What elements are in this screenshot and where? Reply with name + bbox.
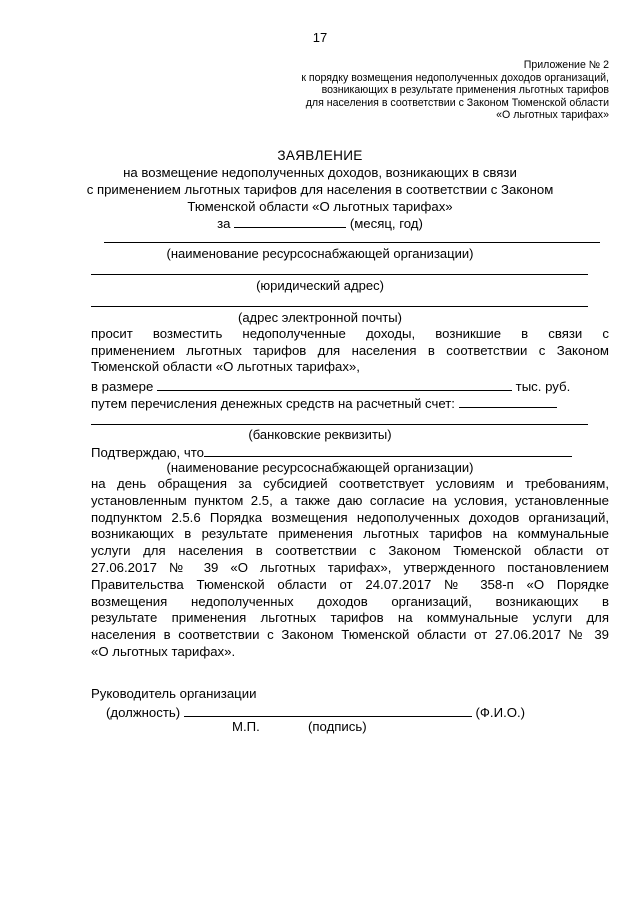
transfer-text: путем перечисления денежных средств на расчетный счет: [91, 396, 455, 411]
confirm-text-line: «О льготных тарифах». [91, 643, 236, 659]
period-suffix: (месяц, год) [349, 216, 423, 231]
confirm-text-line: результате применения льготных тарифов на коммунальные услуги для [91, 610, 609, 626]
transfer-line [91, 394, 557, 411]
heading-line: Тюменской области «О льготных тарифах» [187, 199, 453, 214]
appendix-line: Приложение № 2 [523, 59, 609, 71]
appendix-line: «О льготных тарифах» [496, 109, 609, 121]
confirm-text-line: подпунктом 2.5.6 Порядка возмещения недополученных доходов организаций, [91, 509, 609, 525]
confirm-text-line: 27.06.2017 № 39 «О льготных тарифах», утвержденного постановлением [91, 559, 609, 575]
confirm-text-line: возникающих в результате применения льготных тарифов на коммунальные [91, 526, 609, 542]
period-field[interactable] [234, 214, 346, 228]
page-number: 17 [312, 30, 328, 45]
confirm-text-line: возмещения недополученных доходов организаций, возникающих в [91, 593, 609, 609]
position-label: (должность) [106, 705, 181, 720]
org-name-caption-2: (наименование ресурсоснабжающей организации) [166, 460, 474, 475]
period-line [0, 214, 640, 232]
signature-field[interactable] [184, 703, 472, 717]
bank-details-caption: (банковские реквизиты) [248, 427, 392, 442]
appendix-line: для населения в соответствии с Законом Тюменской области [305, 96, 609, 109]
amount-suffix: тыс. руб. [515, 379, 571, 394]
document-title: ЗАЯВЛЕНИЕ [277, 148, 363, 163]
request-line: просит возместить недополученные доходы, возникшие в связи с [91, 326, 609, 341]
confirm-line [91, 443, 572, 460]
confirm-prefix: Подтверждаю, что [91, 445, 204, 460]
bank-details-line[interactable] [91, 424, 588, 425]
sign-label: (подпись) [308, 719, 367, 734]
confirm-text-line: установленным пунктом 2.5, а также даю согласие на условия, установленные [91, 492, 609, 508]
confirm-org-field[interactable] [204, 443, 572, 457]
confirm-text-line: Правительства Тюменской области от 24.07.2017 № 358-п «О Порядке [91, 576, 609, 592]
fio-label: (Ф.И.О.) [475, 705, 526, 720]
amount-field[interactable] [157, 377, 512, 391]
signature-line [106, 703, 525, 720]
confirm-text-line: на день обращения за субсидией соответствует условиям и требованиям, [91, 476, 609, 491]
confirm-text-line: услуги для населения в соответствии с Законом Тюменской области от [91, 543, 609, 559]
legal-address-caption: (юридический адрес) [256, 278, 384, 293]
request-line: Тюменской области «О льготных тарифах», [91, 359, 360, 374]
email-line[interactable] [91, 306, 588, 307]
email-caption: (адрес электронной почты) [238, 310, 402, 325]
heading-line: с применением льготных тарифов для населения в соответствии с Законом [86, 182, 554, 197]
org-name-line[interactable] [104, 242, 600, 243]
org-name-caption: (наименование ресурсоснабжающей организации) [166, 246, 474, 261]
stamp-label: М.П. [232, 719, 260, 734]
heading-line: на возмещение недополученных доходов, возникающих в связи [123, 165, 517, 180]
confirm-paragraph [91, 476, 609, 661]
legal-address-line[interactable] [91, 274, 588, 275]
appendix-block [301, 59, 609, 122]
request-line: применением льготных тарифов для населения в соответствии с Законом [91, 342, 609, 358]
appendix-line: к порядку возмещения недополученных доходов организаций, [301, 71, 609, 84]
request-paragraph [91, 326, 609, 376]
appendix-line: возникающих в результате применения льготных тарифов [321, 84, 609, 96]
amount-line [91, 377, 570, 394]
account-field[interactable] [459, 394, 557, 408]
period-prefix: за [217, 216, 231, 231]
amount-prefix: в размере [91, 379, 154, 394]
confirm-text-line: населения в соответствии с Законом Тюменской области от 27.06.2017 № 39 [91, 627, 609, 643]
signature-head: Руководитель организации [91, 686, 257, 701]
